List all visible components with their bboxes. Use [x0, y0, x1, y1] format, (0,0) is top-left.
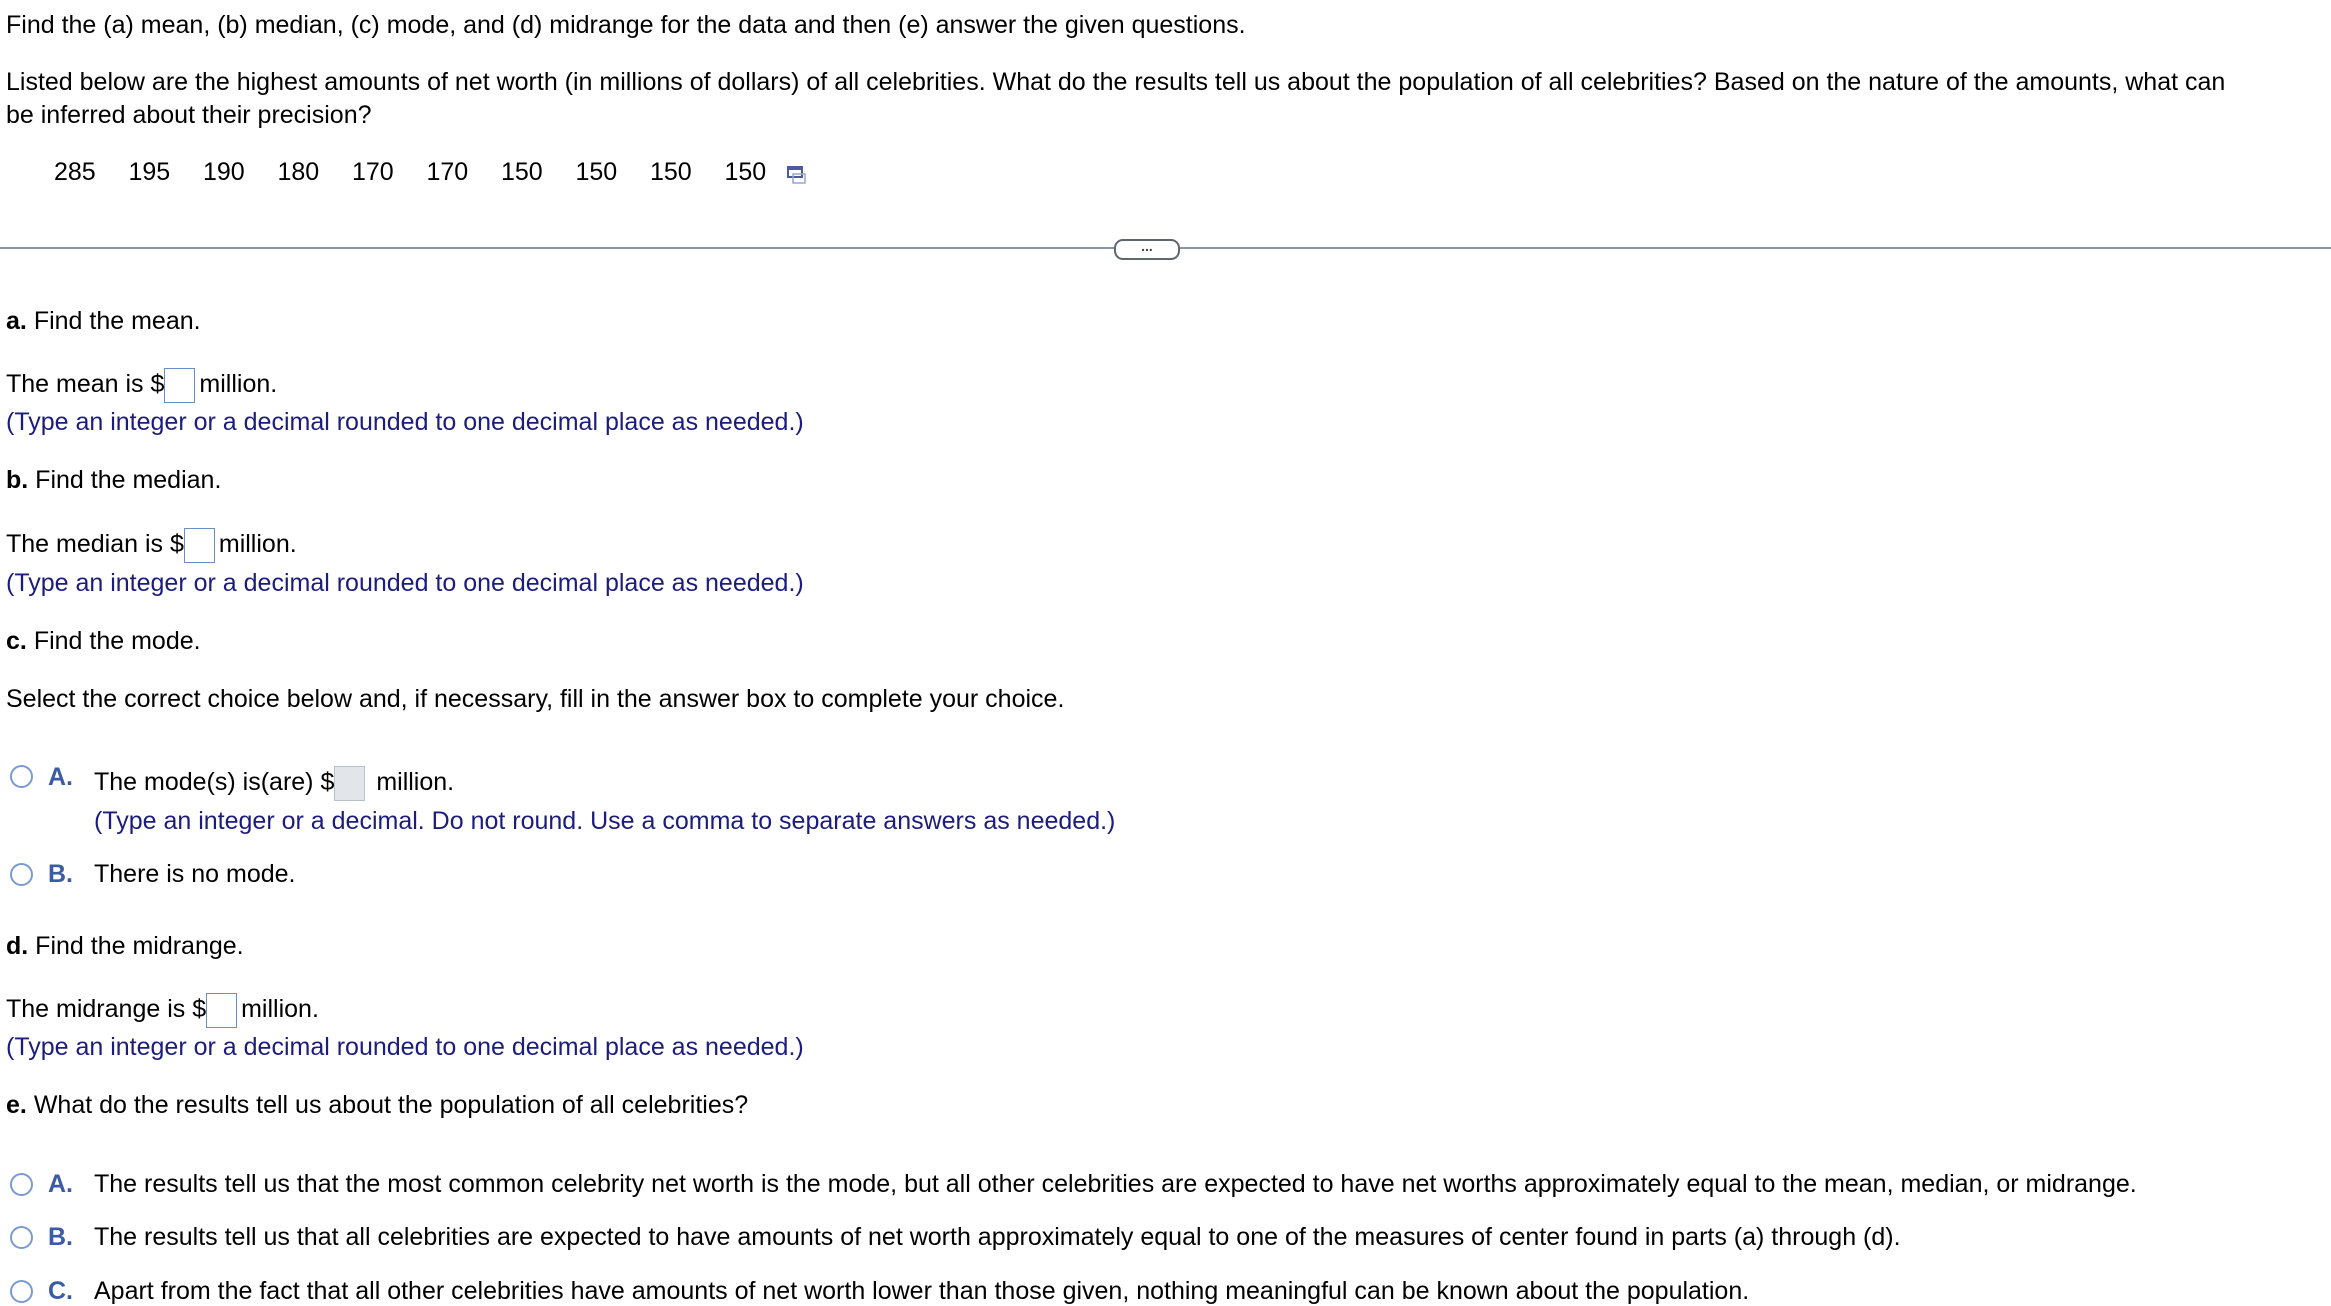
radio-button[interactable] — [10, 765, 33, 788]
option-text: The mode(s) is(are) $ million. — [94, 766, 454, 801]
midrange-hint: (Type an integer or a decimal rounded to one decimal place as needed.) — [6, 1033, 804, 1061]
option-letter: C. — [48, 1277, 73, 1305]
mean-input[interactable] — [164, 368, 195, 403]
data-values — [54, 158, 799, 187]
data-value: 195 — [128, 158, 171, 186]
conclusion-option-c[interactable] — [0, 1276, 1900, 1306]
radio-button[interactable] — [10, 1280, 33, 1303]
mean-answer-line: The mean is $ million. — [6, 368, 277, 403]
option-letter: A. — [48, 1170, 73, 1198]
midrange-input[interactable] — [206, 993, 237, 1028]
problem-text-line2: be inferred about their precision? — [6, 101, 372, 129]
conclusion-option-a[interactable] — [0, 1169, 2250, 1199]
data-value: 150 — [501, 158, 543, 186]
median-hint: (Type an integer or a decimal rounded to one decimal place as needed.) — [6, 569, 804, 597]
data-value: 150 — [575, 158, 618, 186]
mode-option-b[interactable] — [0, 859, 500, 889]
option-text: The results tell us that all celebrities are expected to have amounts of net worth approximately equal to one of the measures of center found in parts (a) through (d). — [94, 1223, 1901, 1251]
mode-input[interactable] — [334, 766, 365, 801]
data-value: 150 — [724, 158, 767, 186]
radio-button[interactable] — [10, 863, 33, 886]
mode-option-a[interactable] — [0, 762, 1300, 797]
part-a-heading: a. Find the mean. — [6, 307, 201, 335]
copy-data-icon[interactable] — [787, 166, 807, 184]
option-text: Apart from the fact that all other celebrities have amounts of net worth lower than those given, nothing meaningful can be known about the population. — [94, 1277, 1750, 1305]
instructions: Find the (a) mean, (b) median, (c) mode, and (d) midrange for the data and then (e) answer the given questions. — [6, 11, 1246, 39]
part-e-heading: e. What do the results tell us about the population of all celebrities? — [6, 1091, 749, 1119]
midrange-answer-line: The midrange is $ million. — [6, 993, 319, 1028]
data-value: 170 — [426, 158, 469, 186]
data-value: 190 — [203, 158, 245, 186]
option-text: There is no mode. — [94, 860, 296, 888]
data-value: 150 — [650, 158, 692, 186]
problem-text-line1: Listed below are the highest amounts of net worth (in millions of dollars) of all celebrities. What do the results tell us about the population of all celebrities? Based on the nature of the amounts, what can — [6, 68, 2226, 96]
part-d-heading: d. Find the midrange. — [6, 932, 244, 960]
data-value: 170 — [352, 158, 394, 186]
option-letter: B. — [48, 1223, 73, 1251]
conclusion-option-b[interactable] — [0, 1222, 2000, 1252]
part-b-heading: b. Find the median. — [6, 466, 222, 494]
part-c-heading: c. Find the mode. — [6, 627, 201, 655]
mode-instructions: Select the correct choice below and, if necessary, fill in the answer box to complete your choice. — [6, 685, 1065, 713]
mean-hint: (Type an integer or a decimal rounded to one decimal place as needed.) — [6, 408, 804, 436]
median-answer-line: The median is $ million. — [6, 528, 297, 563]
radio-button[interactable] — [10, 1226, 33, 1249]
data-value: 180 — [277, 158, 320, 186]
option-letter: B. — [48, 860, 73, 888]
radio-button[interactable] — [10, 1173, 33, 1196]
more-button[interactable]: ... — [1114, 239, 1180, 260]
median-input[interactable] — [184, 528, 215, 563]
option-letter: A. — [48, 763, 73, 791]
data-value: 285 — [54, 158, 96, 186]
mode-hint: (Type an integer or a decimal. Do not round. Use a comma to separate answers as needed.) — [94, 807, 1116, 835]
option-text: The results tell us that the most common celebrity net worth is the mode, but all other celebrities are expected to have net worths approximately equal to the mean, median, or midrange. — [94, 1170, 2137, 1198]
